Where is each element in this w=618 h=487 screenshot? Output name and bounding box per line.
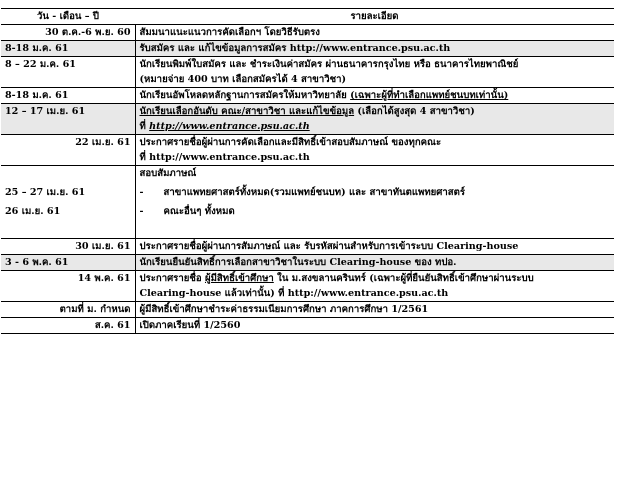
row-date: 12 – 17 เม.ย. 61 <box>1 104 135 135</box>
table-row <box>1 255 614 271</box>
table-row <box>1 318 614 334</box>
row-date: 8-18 ม.ค. 61 <box>1 41 135 57</box>
bullet-mark: - <box>139 187 144 198</box>
table-row <box>1 57 614 88</box>
row-detail: ประกาศรายชื่อผู้ผ่านการสัมภาษณ์ และ รับรหัสผ่านสำหรับการเข้าระบบ Clearing-house <box>135 239 614 255</box>
row-detail-line-2: ที่ http://www.entrance.psu.ac.th <box>139 152 310 163</box>
schedule-table <box>1 8 614 334</box>
table-row <box>1 104 614 135</box>
table-row <box>1 25 614 41</box>
row-detail-emph: ผู้มีสิทธิ์เข้าศึกษา <box>204 273 274 284</box>
table-row <box>1 135 614 166</box>
row-date: 14 พ.ค. 61 <box>1 271 135 302</box>
row-detail-line-1: ประกาศรายชื่อผู้ผ่านการคัดเลือกและมีสิทธิ์เข้าสอบสัมภาษณ์ ของทุกคณะ <box>139 137 442 148</box>
row-date: 26 เม.ย. 61 <box>5 206 61 217</box>
row-detail: ประกาศรายชื่อ <box>139 273 205 284</box>
row-detail: สัมมนาแนะแนวการคัดเลือกฯ โดยวิธีรับตรง <box>135 25 614 41</box>
row-detail-note: (เลือกได้สูงสุด 4 สาขาวิชา) <box>354 106 475 117</box>
row-detail-bullet: สาขาแพทยศาสตร์ทั้งหมด(รวมแพทย์ชนบท) และ สาขาทันตแพทยศาสตร์ <box>163 187 465 198</box>
row-detail: ผู้มีสิทธิ์เข้าศึกษาชำระค่าธรรมเนียมการศึกษา ภาคการศึกษา 1/2561 <box>135 302 614 318</box>
row-date: 30 ต.ค.-6 พ.ย. 60 <box>1 25 135 41</box>
table-row <box>1 302 614 318</box>
row-date: 25 – 27 เม.ย. 61 <box>5 187 86 198</box>
row-detail: เปิดภาคเรียนที่ 1/2560 <box>135 318 614 334</box>
row-detail-note: (เฉพาะผู้ที่ทำเลือกแพทย์ชนบทเท่านั้น) <box>350 90 509 101</box>
table-row <box>1 41 614 57</box>
row-detail: นักเรียนเลือกอันดับ คณะ/สาขาวิชา และแก้ไขข้อมูล <box>139 106 355 117</box>
row-detail-note: ใน ม.สงขลานครินทร์ (เฉพาะผู้ที่ยืนยันสิทธิ์เข้าศึกษาผ่านระบบ <box>273 273 534 284</box>
row-detail: นักเรียนยืนยันสิทธิ์การเลือกสาขาวิชาในระบบ Clearing-house ของ ทปอ. <box>135 255 614 271</box>
table-row <box>1 239 614 255</box>
row-date: ส.ค. 61 <box>1 318 135 334</box>
row-date: 30 เม.ย. 61 <box>1 239 135 255</box>
table-row <box>1 88 614 104</box>
row-detail-title: สอบสัมภาษณ์ <box>139 168 197 179</box>
row-detail: รับสมัคร และ แก้ไขข้อมูลการสมัคร http://www.entrance.psu.ac.th <box>135 41 614 57</box>
row-detail-line-2: (หมายจ่าย 400 บาท เลือกสมัครได้ 4 สาขาวิชา) <box>139 74 347 85</box>
bullet-mark: - <box>139 206 144 217</box>
row-date: ตามที่ ม. กำหนด <box>1 302 135 318</box>
row-detail-line-1: นักเรียนพิมพ์ใบสมัคร และ ชำระเงินค่าสมัคร ผ่านธนาคารกรุงไทย หรือ ธนาคารไทยพาณิชย์ <box>139 59 519 70</box>
header-detail: รายละเอียด <box>135 9 614 25</box>
row-detail-bullet: คณะอื่นๆ ทั้งหมด <box>163 206 235 217</box>
header-date: วัน - เดือน – ปี <box>1 9 135 25</box>
row-detail-prefix: ที่ <box>139 121 150 132</box>
table-header-row <box>1 9 614 25</box>
row-date: 3 - 6 พ.ค. 61 <box>1 255 135 271</box>
table-row <box>1 271 614 302</box>
entrance-link[interactable]: http://www.entrance.psu.ac.th <box>149 121 310 132</box>
row-detail: นักเรียนอัพโหลดหลักฐานการสมัครให้มหาวิทยาลัย <box>139 90 351 101</box>
row-date: 8-18 ม.ค. 61 <box>1 88 135 104</box>
table-row <box>1 166 614 239</box>
row-date: 8 – 22 ม.ค. 61 <box>1 57 135 88</box>
row-date: 22 เม.ย. 61 <box>1 135 135 166</box>
row-detail-line-2: Clearing-house แล้วเท่านั้น) ที่ http://www.entrance.psu.ac.th <box>139 288 449 299</box>
